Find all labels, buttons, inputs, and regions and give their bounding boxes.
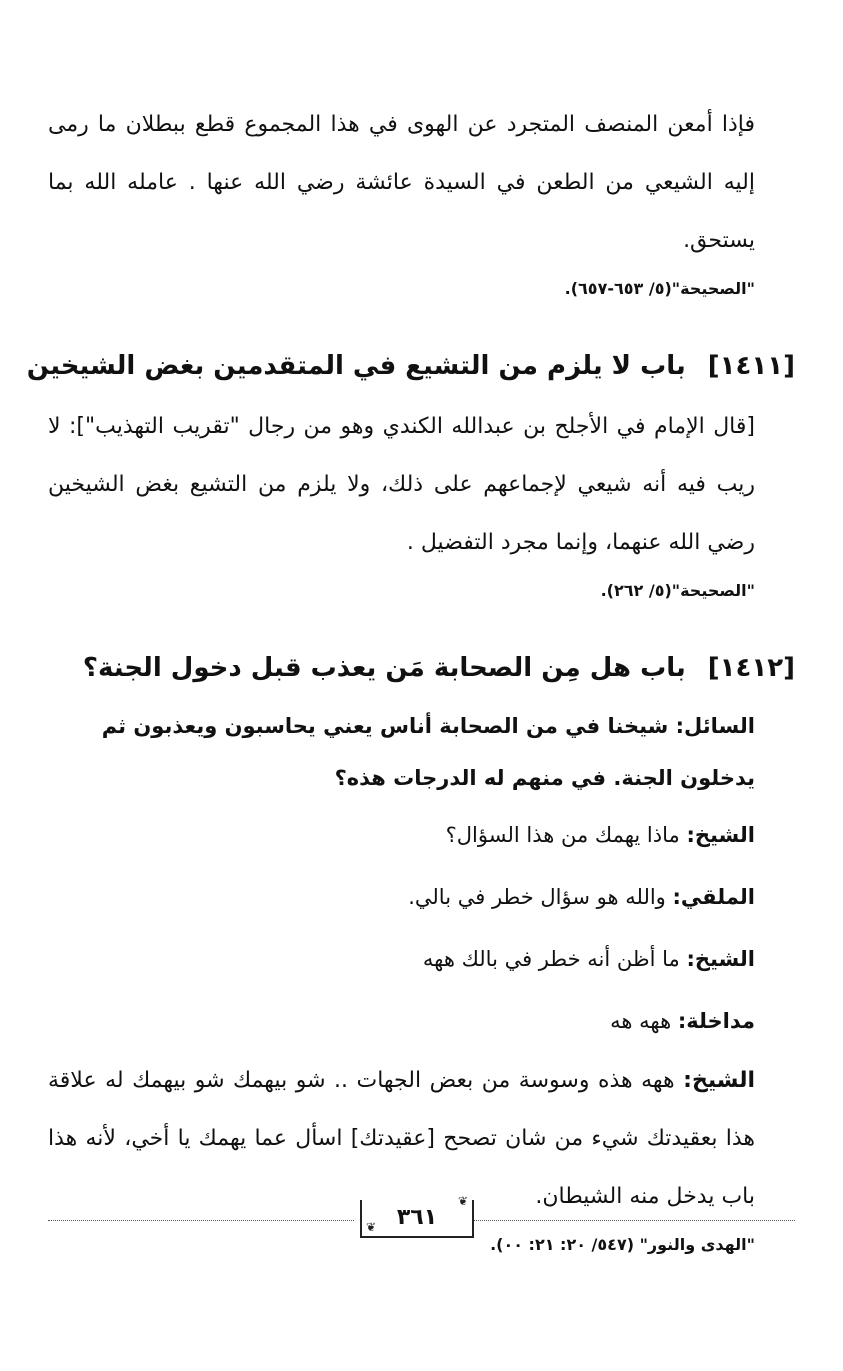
paragraph-ajlah: [قال الإمام في الأجلح بن عبدالله الكندي وهو من رجال "تقريب التهذيب"]: لا ريب فيه أنه شيعي لإجماعهم على ذلك، ولا يلزم من التشيع بغض الشيخين رضي الله عنهما، وإنما مجرد التفضيل . xyxy=(48,414,755,555)
dialogue-text: ههه هذه وسوسة من بعض الجهات .. شو بيهمك شو بيهمك له علاقة هذا بعقيدتك شيء من شان تصحح [عقيدتك] اسأل عما يهمك يا أخي، لأنه هذا باب يدخل منه الشيطان. xyxy=(48,1068,755,1209)
source-citation: "الهدى والنور" (٥٤٧/ ٢٠: ٢١: ٠٠). xyxy=(490,1235,755,1254)
page-content xyxy=(26,96,795,1302)
question-paragraph: السائل: شيخنا في من الصحابة أناس يعني يحاسبون ويعذبون ثم يدخلون الجنة. في منهم له الدرجات هذه؟ xyxy=(101,714,755,790)
section-heading-1411 xyxy=(26,346,795,386)
ornament-icon: ❦ xyxy=(366,1220,377,1234)
speaker-label: الشيخ: xyxy=(686,947,755,971)
section-number: [١٤١١] xyxy=(707,351,795,381)
dialogue-text: ماذا يهمك من هذا السؤال؟ xyxy=(445,823,687,847)
speaker-label: مداخلة: xyxy=(677,1009,755,1033)
section-title: باب لا يلزم من التشيع في المتقدمين بغض الشيخين xyxy=(26,351,686,381)
source-citation: "الصحيحة"(٥/ ٦٥٣-٦٥٧). xyxy=(564,279,755,298)
paragraph-aisha: فإذا أمعن المنصف المتجرد عن الهوى في هذا المجموع قطع ببطلان ما رمى إليه الشيعي من الطعن في السيدة عائشة رضي الله عنها . عامله الله بما يستحق. xyxy=(48,112,755,253)
footer-divider xyxy=(48,1220,354,1221)
dialogue-text: والله هو سؤال خطر في بالي. xyxy=(408,885,673,909)
dialogue-line xyxy=(48,928,795,990)
page-number: ٣٦١ xyxy=(396,1205,438,1230)
page-footer xyxy=(48,1194,795,1242)
dialogue-line xyxy=(48,990,795,1052)
footer-divider xyxy=(472,1220,795,1221)
page-number-frame xyxy=(360,1194,474,1238)
dialogue-text: ههه هه xyxy=(610,1009,678,1033)
ornament-icon: ❦ xyxy=(457,1194,468,1208)
dialogue-line xyxy=(48,804,795,866)
dialogue-line xyxy=(48,866,795,928)
section-heading-1412 xyxy=(48,648,795,688)
source-citation: "الصحيحة"(٥/ ٢٦٢). xyxy=(600,581,755,600)
speaker-label: الشيخ: xyxy=(683,1068,755,1093)
speaker-label: الشيخ: xyxy=(686,823,755,847)
dialogue-text: ما أظن أنه خطر في بالك ههه xyxy=(422,947,687,971)
speaker-label: الملقي: xyxy=(672,885,755,909)
section-title: باب هل مِن الصحابة مَن يعذب قبل دخول الجنة؟ xyxy=(82,653,686,683)
section-number: [١٤١٢] xyxy=(707,653,795,683)
